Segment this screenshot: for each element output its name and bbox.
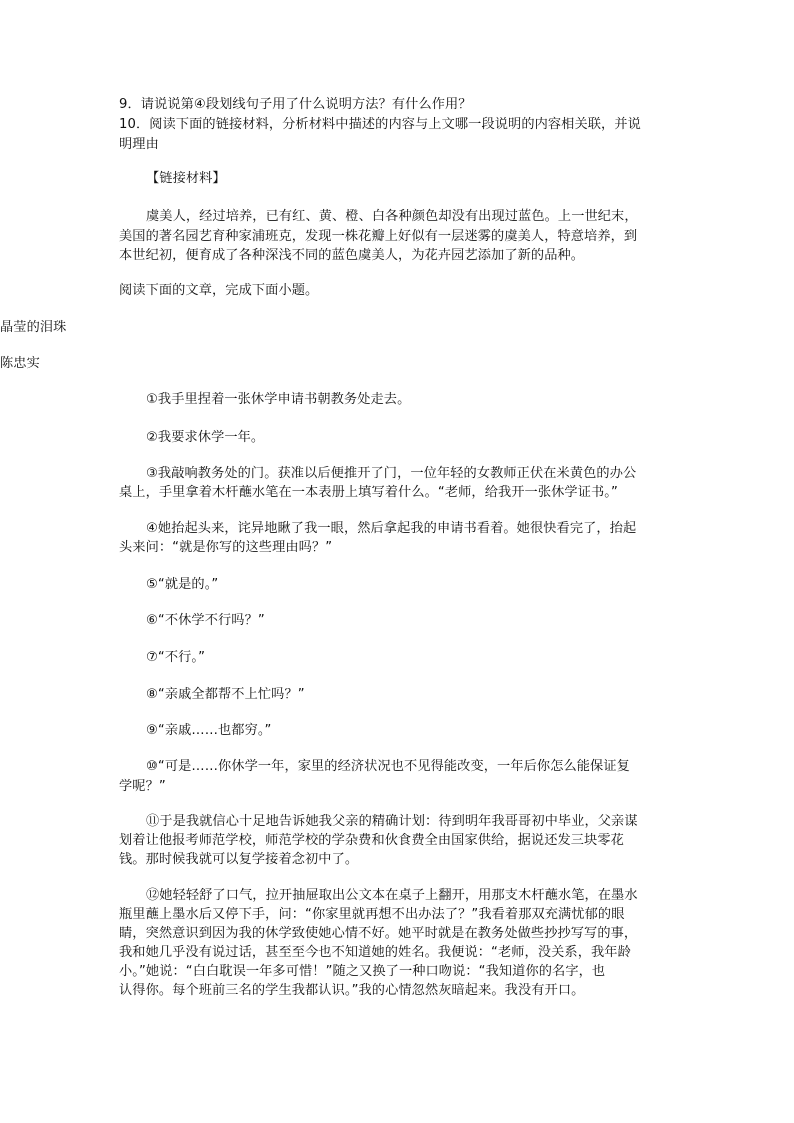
link-material-line-3: 本世纪初，便育成了各种深浅不同的蓝色虞美人，为花卉园艺添加了新的品种。: [119, 248, 585, 263]
paragraph-6: ⑥“不休学不行吗？”: [146, 613, 265, 628]
question-10-line-2: 明理由: [119, 137, 159, 152]
link-material-heading: 【链接材料】: [146, 171, 226, 186]
paragraph-1: ①我手里捏着一张休学申请书朝教务处走去。: [146, 392, 411, 407]
paragraph-10-line-2: 学呢？”: [119, 779, 166, 794]
paragraph-12-line-6: 认得你。每个班前三名的学生我都认识。”我的心情忽然灰暗起来。我没有开口。: [119, 983, 585, 998]
paragraph-12-line-1: ⑫她轻轻舒了口气，拉开抽屉取出公文本在桌子上翻开，用那支木杆蘸水笔，在墨水: [146, 888, 638, 903]
paragraph-4-line-1: ④她抬起头来，诧异地瞅了我一眼，然后拿起我的申请书看着。她很快看完了，抬起: [146, 521, 637, 536]
question-10-line-1: 10．阅读下面的链接材料，分析材料中描述的内容与上文哪一段说明的内容相关联，并说: [119, 117, 641, 132]
paragraph-3-line-2: 桌上，手里拿着木杆蘸水笔在一本表册上填写着什么。“老师，给我开一张休学证书。”: [119, 485, 618, 500]
paragraph-11-line-2: 划着让他报考师范学校，师范学校的学杂费和伙食费全由国家供给，据说还发三块零花: [119, 833, 624, 848]
paragraph-2: ②我要求休学一年。: [146, 430, 265, 445]
question-9: 9．请说说第④段划线句子用了什么说明方法？有什么作用？: [119, 97, 472, 112]
paragraph-12-line-4: 我和她几乎没有说过话，甚至至今也不知道她的姓名。我便说：“老师，没关系，我年龄: [119, 945, 631, 960]
paragraph-9: ⑨“亲戚……也都穷。”: [146, 723, 272, 738]
article-author: 陈忠实: [0, 356, 40, 371]
reading-instruction: 阅读下面的文章，完成下面小题。: [119, 283, 319, 298]
paragraph-11-line-1: ⑪于是我就信心十足地告诉她我父亲的精确计划：待到明年我哥哥初中毕业，父亲谋: [146, 814, 638, 829]
paragraph-8: ⑧“亲戚全都帮不上忙吗？”: [146, 687, 305, 702]
paragraph-12-line-5: 小。”她说：“白白耽误一年多可惜！”随之又换了一种口吻说：“我知道你的名字，也: [119, 964, 606, 979]
paragraph-7: ⑦“不行。”: [146, 650, 206, 665]
paragraph-4-line-2: 头来问：“就是你写的这些理由吗？”: [119, 540, 333, 555]
article-title: 晶莹的泪珠: [0, 320, 67, 335]
link-material-line-2: 美国的著名园艺育种家浦班克，发现一株花瓣上好似有一层迷雾的虞美人，特意培养，到: [119, 229, 638, 244]
paragraph-11-line-3: 钱。那时候我就可以复学接着念初中了。: [119, 852, 359, 867]
paragraph-5: ⑤“就是的。”: [146, 577, 219, 592]
paragraph-10-line-1: ⑩“可是……你休学一年，家里的经济状况也不见得能改变，一年后你怎么能保证复: [146, 759, 630, 774]
paragraph-3-line-1: ③我敲响教务处的门。获准以后便推开了门，一位年轻的女教师正伏在米黄色的办公: [146, 466, 637, 481]
paragraph-12-line-3: 睛，突然意识到因为我的休学致使她心情不好。她平时就是在教务处做些抄抄写写的事，: [119, 926, 638, 941]
link-material-line-1: 虞美人，经过培养，已有红、黄、橙、白各种颜色却没有出现过蓝色。上一世纪末，: [146, 209, 638, 224]
paragraph-12-line-2: 瓶里蘸上墨水后又停下手，问：“你家里就再想不出办法了？”我看着那双充满忧郁的眼: [119, 907, 625, 922]
